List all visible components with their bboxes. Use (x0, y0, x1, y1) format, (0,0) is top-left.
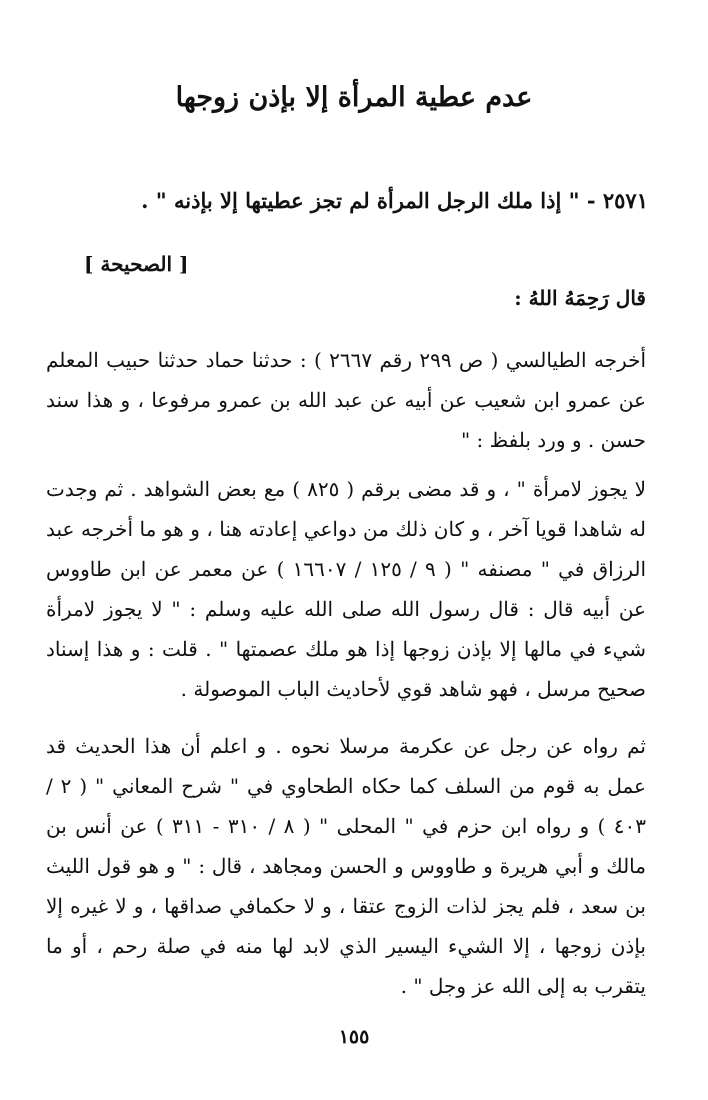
hadith-text: ٢٥٧١ - " إذا ملك الرجل المرأة لم تجز عطيتها إلا بإذنه " . (141, 188, 648, 213)
paragraph-1: أخرجه الطيالسي ( ص ٢٩٩ رقم ٢٦٦٧ ) : حدثنا حماد حدثنا حبيب المعلم عن عمرو ابن شعيب عن أبيه عن عبد الله بن عمرو مرفوعا ، و هذا سند حسن . و ورد بلفظ : " (46, 348, 647, 452)
page-title: عدم عطية المرأة إلا بإذن زوجها (175, 82, 533, 113)
page-number: ١٥٥ (338, 1026, 370, 1048)
paragraph-3: ثم رواه عن رجل عن عكرمة مرسلا نحوه . و اعلم أن هذا الحديث قد عمل به قوم من السلف كما حكاه الطحاوي في " شرح المعاني " ( ٢ / ٤٠٣ ) و رواه ابن حزم في " المحلى " ( ٨ / ٣١٠ - ٣١١ ) عن أنس بن مالك و أبي هريرة و طاووس و الحسن ومجاهد ، قال : " و هو قول الليث بن سعد ، فلم يجز لذات الزوج عتقا ، و لا حكمافي صداقها ، و لا غيره إلا بإذن زوجها ، إلا الشيء اليسير الذي لابد لها منه في صلة رحم ، أو ما يتقرب به إلى الله عز وجل " . (46, 734, 646, 998)
grade-label: [ الصحيحة ] (84, 252, 189, 276)
author-said-label: قال رَحِمَهُ اللهُ : (514, 286, 646, 310)
paragraph-2: لا يجوز لامرأة " ، و قد مضى برقم ( ٨٢٥ ) مع بعض الشواهد . ثم وجدت له شاهدا قويا آخر ، و كان ذلك من دواعي إعادته هنا ، و هو ما أخرجه عبد الرزاق في " مصنفه " ( ٩ / ١٢٥ / ١٦٦٠٧ ) عن معمر عن ابن طاووس عن أبيه قال : قال رسول الله صلى الله عليه وسلم : " لا يجوز لامرأة شيء في مالها إلا بإذن زوجها إذا هو ملك عصمتها " . قلت : و هذا إسناد صحيح مرسل ، فهو شاهد قوي لأحاديث الباب الموصولة . (46, 477, 647, 701)
